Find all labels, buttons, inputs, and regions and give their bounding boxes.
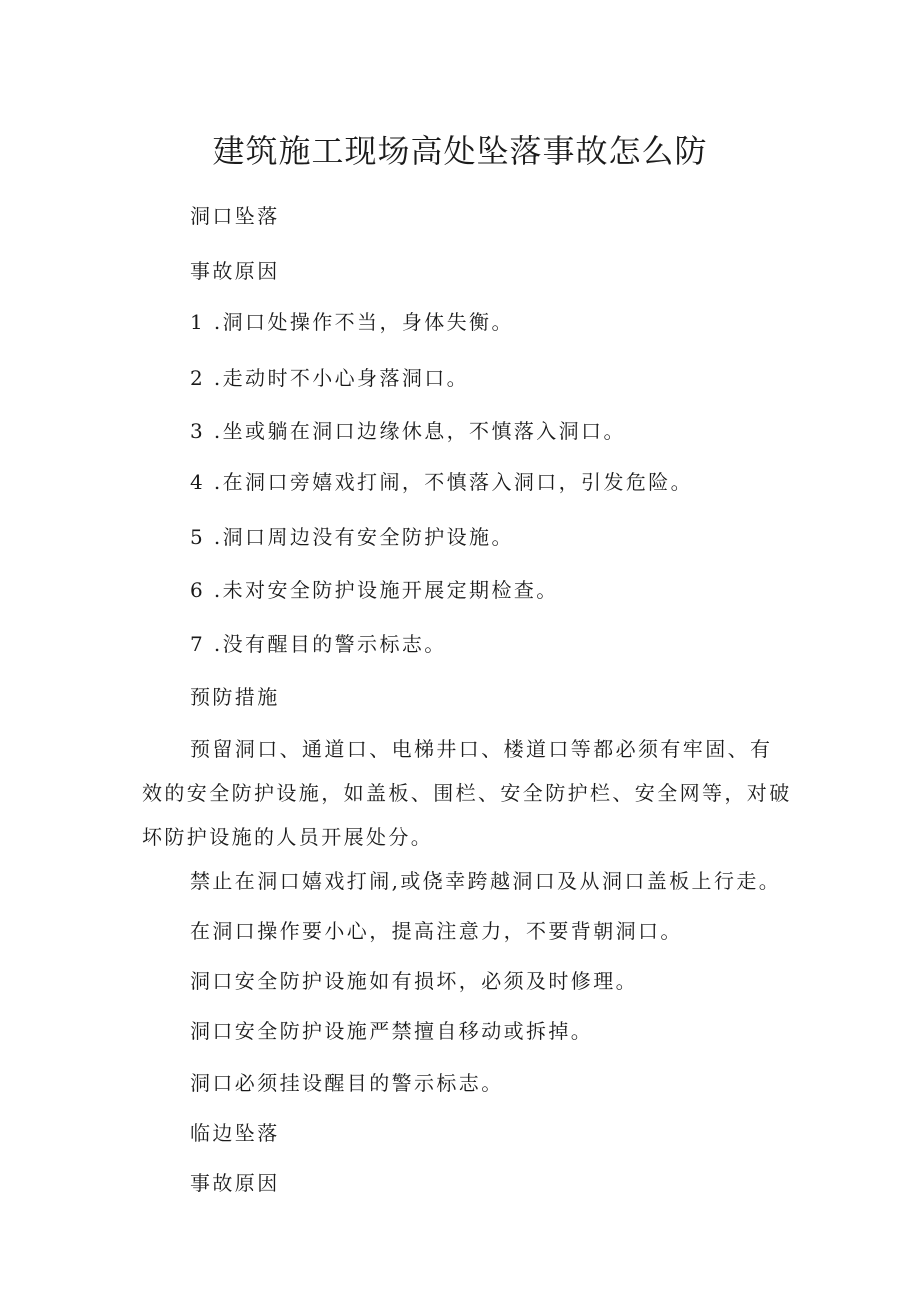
cause-item-3: 3 .坐或躺在洞口边缘休息，不慎落入洞口。 [190,419,626,443]
cause-item-7: 7 .没有醒目的警示标志。 [190,632,447,656]
causes-heading-2: 事故原因 [190,1171,280,1195]
section-heading-edge-fall: 临边坠落 [190,1121,280,1145]
measure-item-1: 禁止在洞口嬉戏打闹,或侥幸跨越洞口及从洞口盖板上行走。 [190,869,782,893]
cause-item-1: 1 .洞口处操作不当，身体失衡。 [190,310,514,334]
cause-item-4: 4 .在洞口旁嬉戏打闹，不慎落入洞口，引发危险。 [190,470,694,494]
document-title: 建筑施工现场高处坠落事故怎么防 [212,132,708,170]
section-heading-hole-fall: 洞口坠落 [190,204,280,228]
measure-item-5: 洞口必须挂设醒目的警示标志。 [190,1071,504,1095]
measure-item-3: 洞口安全防护设施如有损坏，必须及时修理。 [190,969,638,993]
measure-item-4: 洞口安全防护设施严禁擅自移动或拆掉。 [190,1019,594,1043]
prevention-heading: 预防措施 [190,685,280,709]
prevention-paragraph: 预留洞口、通道口、电梯井口、楼道口等都必须有牢固、有效的安全防护设施，如盖板、围栏、安全防护栏、安全网等，对破坏防护设施的人员开展处分。 [142,737,792,849]
causes-heading: 事故原因 [190,259,280,283]
measure-item-2: 在洞口操作要小心，提高注意力，不要背朝洞口。 [190,919,683,943]
cause-item-6: 6 .未对安全防护设施开展定期检查。 [190,578,559,602]
cause-item-5: 5 .洞口周边没有安全防护设施。 [190,525,514,549]
cause-item-2: 2 .走动时不小心身落洞口。 [190,366,470,390]
